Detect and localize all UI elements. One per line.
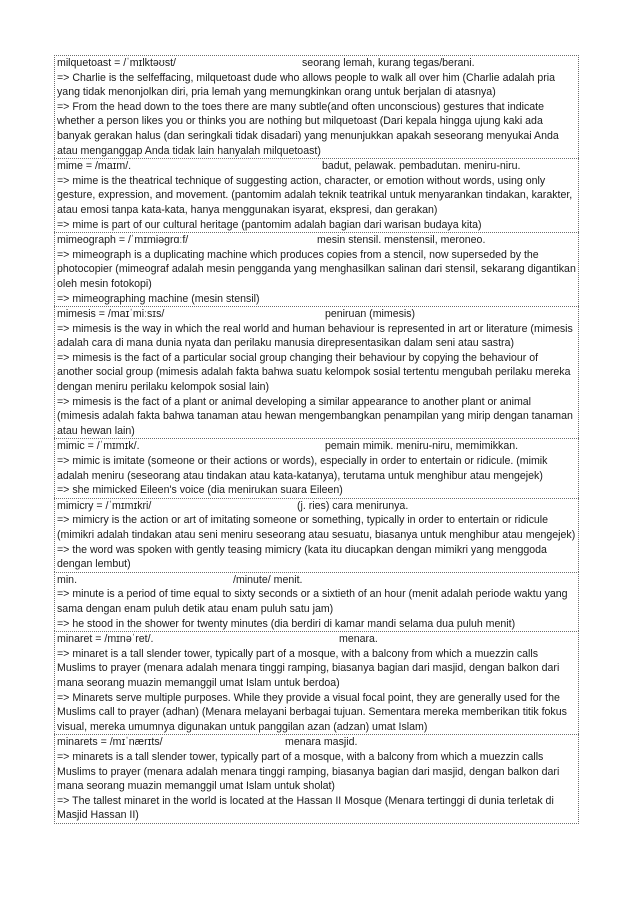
entry-example: => From the head down to the toes there are many subtle(and often unconscious) gestures that indicate whether a person likes you or thinks you are nothing but milquetoast (Dari kepala hingga ujung kaki ada banyak gerakan halus (dan seringkali tidak disadari) yang menunjukkan apakah seseorang menyukai Anda atau menganggap Anda tidak lain hanyalah milquetoast) (57, 100, 559, 157)
entry-example: => Minarets serve multiple purposes. While they provide a visual focal point, they are generally used for the Muslims call to prayer (adhan) (Menara melayani berbagai tujuan. Sementara mereka memberikan titik fokus visual, mereka umumnya digunakan untuk panggilan azan (adzan) umat Islam) (57, 691, 567, 733)
entry-headword-row (57, 233, 576, 248)
dictionary-entry (54, 438, 579, 497)
entry-meaning: /minute/ menit. (233, 573, 303, 586)
entry-term: mimicry = /ˈmɪmɪkri/ (57, 499, 152, 512)
entry-headword-row (57, 159, 576, 174)
entry-example: => the word was spoken with gently teasing mimicry (kata itu diucapkan dengan mimikri yang menggoda dengan lembut) (57, 543, 547, 571)
entry-example: => minaret is a tall slender tower, typically part of a mosque, with a balcony from which a muezzin calls Muslims to prayer (menara adalah menara tinggi ramping, biasanya bagian dari masjid, dengan balkon dari mana seorang muazin memanggil umat Islam untuk berdoa) (57, 647, 560, 689)
dictionary-entry (54, 306, 579, 438)
entry-term: milquetoast = /ˈmɪlktəʊst/ (57, 57, 177, 69)
entry-headword-row (57, 56, 576, 71)
dictionary-entry (54, 572, 579, 631)
entry-term: mimeograph = /ˈmɪmiəgrɑːf/ (57, 234, 189, 247)
entry-example: => minute is a period of time equal to sixty seconds or a sixtieth of an hour (menit adalah periode waktu yang sama dengan enam puluh detik atau enam puluh satu jam) (57, 588, 568, 615)
entry-example: => mimesis is the fact of a particular social group changing their behaviour by copying the behaviour of another social group (mimesis adalah fakta bahwa suatu kelompok sosial tertentu mengubah perilaku mereka dengan meniru perilaku kelompok sosial lain) (57, 351, 571, 394)
entry-term: minaret = /mɪnəˈret/. (57, 633, 154, 646)
entry-term: mimesis = /maɪˈmiːsɪs/ (57, 308, 165, 321)
entry-headword-row (57, 735, 576, 750)
dictionary-entry (54, 498, 579, 572)
entry-term: mime = /maɪm/. (57, 160, 132, 173)
entry-example: => The tallest minaret in the world is located at the Hassan II Mosque (Menara tertinggi di dunia terletak di Masjid Hassan II) (57, 794, 554, 822)
entry-example: => mimic is imitate (someone or their actions or words), especially in order to entertain or ridicule. (mimik adalah meniru (seseorang atau tindakan atau kata-katanya), terutama untuk menghibur atau mengejek) (57, 455, 548, 482)
entry-meaning: menara. (339, 633, 378, 646)
entry-example: => Charlie is the selfeffacing, milquetoast dude who allows people to walk all over him (Charlie adalah pria yang tidak menonjolkan diri, pria lemah yang memungkinkan orang untuk berjalan di atasnya) (57, 71, 555, 99)
entry-headword-row (57, 499, 576, 514)
entry-example: => mimesis is the way in which the real world and human behaviour is represented in art or literature (mimesis adalah cara di mana dunia nyata dan perilaku manusia direpresentasikan dalam seni atau sastra) (57, 322, 573, 350)
dictionary-page (54, 55, 579, 824)
entry-example: => mimicry is the action or art of imitating someone or something, typically in order to entertain or ridicule (mimikri adalah tindakan atau seni meniru seseorang atau sesuatu, biasanya untuk menghibur atau mengejek) (57, 514, 576, 541)
entry-meaning: badut, pelawak. pembadutan. meniru-niru. (322, 160, 521, 173)
entry-headword-row (57, 307, 576, 322)
entry-example: => mime is part of our cultural heritage (pantomim adalah bagian dari warisan budaya kita) (57, 218, 482, 231)
entry-meaning: peniruan (mimesis) (325, 308, 416, 321)
dictionary-entry (54, 158, 579, 232)
entry-term: min. (57, 573, 78, 586)
entry-example: => mimeographing machine (mesin stensil) (57, 292, 260, 305)
entry-meaning: menara masjid. (285, 736, 358, 749)
entry-headword-row (57, 632, 576, 647)
entry-term: mimic = /ˈmɪmɪk/. (57, 440, 140, 453)
entry-example: => mimesis is the fact of a plant or animal developing a similar appearance to another plant or animal (mimesis adalah fakta bahwa tanaman atau hewan mengembangkan penampilan yang mirip dengan tanaman atau hewan lain) (57, 395, 573, 437)
dictionary-entry (54, 631, 579, 734)
entry-example: => mime is the theatrical technique of suggesting action, character, or emotion without words, using only gesture, expression, and movement. (pantomim adalah teknik teatrikal untuk menyarankan tindakan, karakter, atau emosi tanpa kata-kata, hanya menggunakan isyarat, ekspresi, dan gerakan) (57, 174, 573, 216)
entry-meaning: pemain mimik. meniru-niru, memimikkan. (325, 440, 519, 453)
entry-example: => he stood in the shower for twenty minutes (dia berdiri di kamar mandi selama dua puluh menit) (57, 617, 516, 630)
entry-example: => mimeograph is a duplicating machine which produces copies from a stencil, now superseded by the photocopier (mimeograf adalah mesin pengganda yang menghasilkan salinan dari stensil, sekarang digantikan oleh mesin fotokopi) (57, 248, 576, 290)
entry-term: minarets = /mɪˈnærɪts/ (57, 736, 163, 749)
entry-headword-row (57, 439, 576, 454)
dictionary-entry (54, 55, 579, 158)
entry-example: => she mimicked Eileen's voice (dia menirukan suara Eileen) (57, 484, 343, 497)
entry-meaning: mesin stensil. menstensil, meroneo. (317, 234, 486, 247)
dictionary-entry (54, 232, 579, 306)
entry-meaning: seorang lemah, kurang tegas/berani. (302, 57, 475, 69)
entry-example: => minarets is a tall slender tower, typically part of a mosque, with a balcony from which a muezzin calls Muslims to prayer (menara adalah menara tinggi ramping, biasanya bagian dari masjid, dengan balkon dari mana seorang muazin memanggil umat Islam untuk sholat) (57, 750, 560, 793)
dictionary-entry (54, 734, 579, 824)
entry-headword-row (57, 573, 576, 588)
entry-meaning: (j. ries) cara menirunya. (297, 499, 409, 512)
